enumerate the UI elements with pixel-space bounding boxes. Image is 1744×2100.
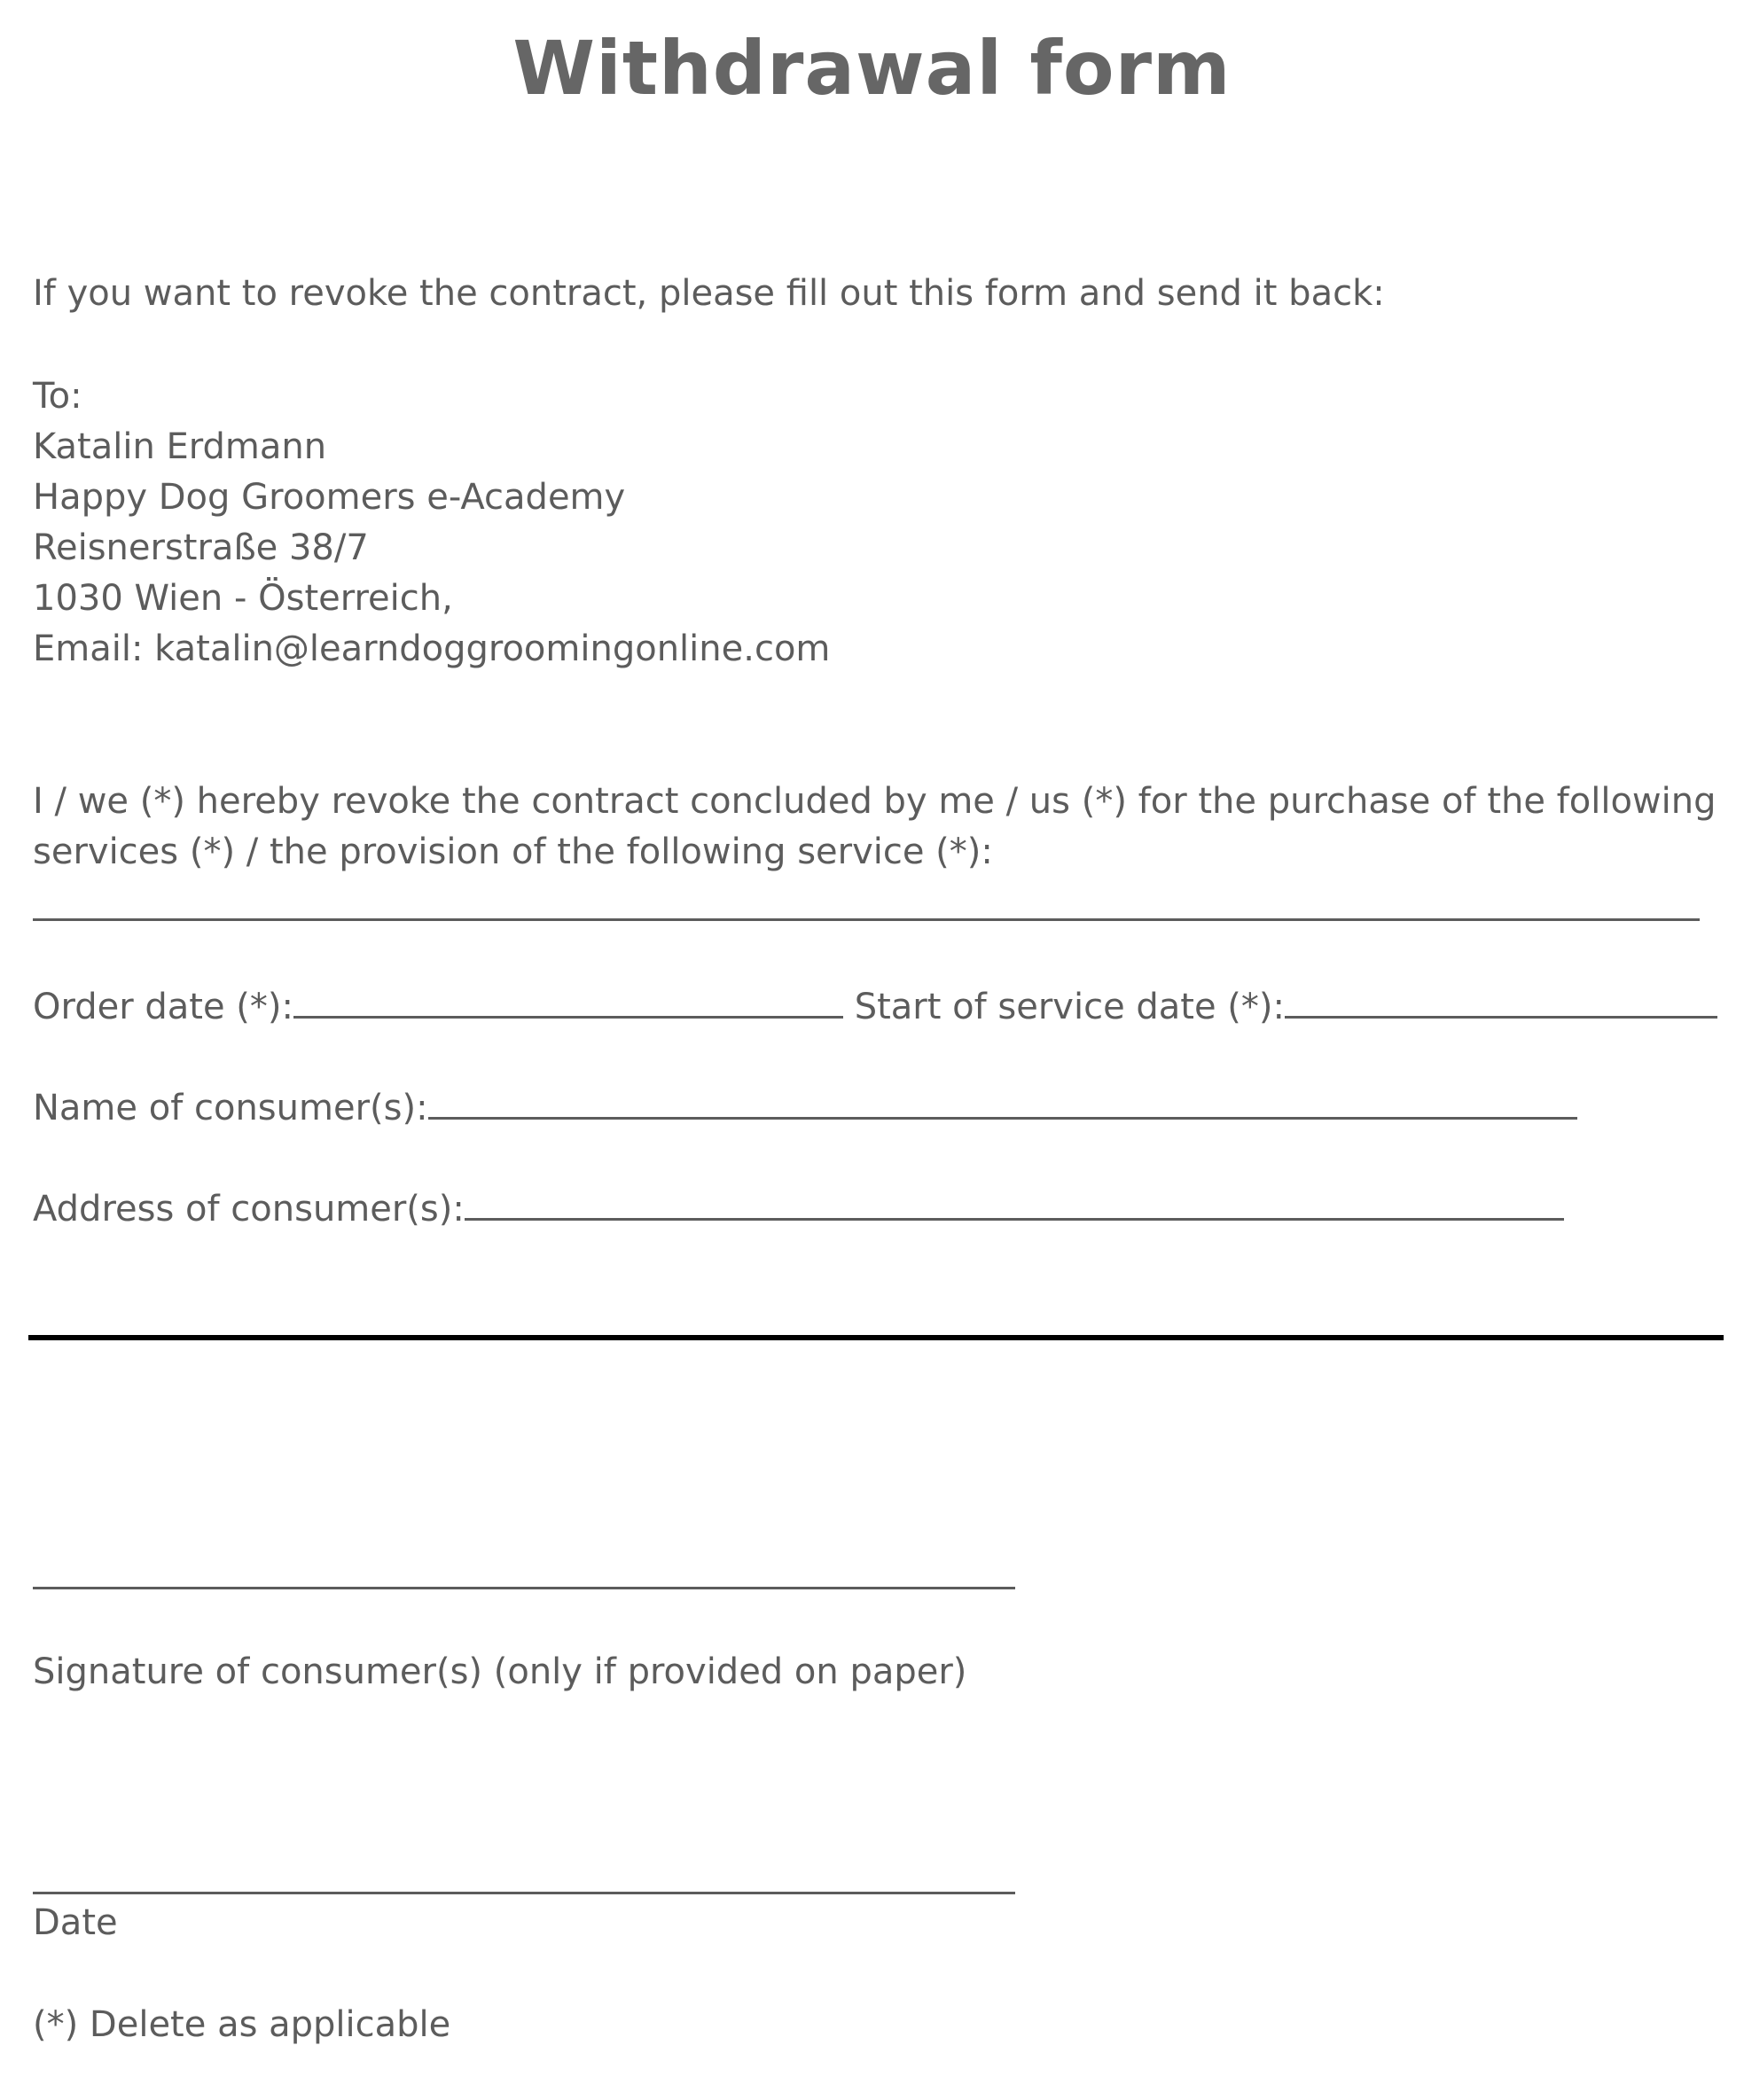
order-date-label: Order date (*): — [33, 987, 293, 1027]
intro-text: If you want to revoke the contract, please fill out this form and send it back: — [33, 273, 1385, 314]
order-date-blank[interactable] — [293, 979, 843, 1019]
consumer-address-row — [33, 1181, 1564, 1235]
recipient-company: Happy Dog Groomers e-Academy — [33, 477, 626, 518]
start-date-label: Start of service date (*): — [854, 987, 1285, 1027]
date-blank-line[interactable] — [33, 1892, 1015, 1894]
consumer-address-label: Address of consumer(s): — [33, 1189, 465, 1230]
signature-blank-line[interactable] — [33, 1587, 1015, 1589]
footnote: (*) Delete as applicable — [33, 2004, 451, 2045]
services-blank-line[interactable] — [33, 918, 1700, 921]
recipient-city: 1030 Wien - Österreich, — [33, 578, 453, 619]
signature-label: Signature of consumer(s) (only if provided on paper) — [33, 1651, 967, 1692]
date-label: Date — [33, 1902, 118, 1943]
form-title: Withdrawal form — [512, 25, 1232, 112]
revocation-statement-line-1: I / we (*) hereby revoke the contract concluded by me / us (*) for the purchase of the following — [33, 781, 1717, 822]
recipient-to-label: To: — [33, 376, 82, 417]
consumer-name-blank[interactable] — [428, 1080, 1577, 1120]
revocation-statement-line-2: services (*) / the provision of the following service (*): — [33, 831, 993, 872]
start-date-blank[interactable] — [1285, 979, 1717, 1019]
recipient-street: Reisnerstraße 38/7 — [33, 527, 369, 568]
consumer-name-label: Name of consumer(s): — [33, 1088, 428, 1128]
recipient-name: Katalin Erdmann — [33, 426, 327, 467]
order-date-row — [33, 979, 1717, 1033]
recipient-email: Email: katalin@learndoggroomingonline.com — [33, 628, 831, 669]
consumer-name-row — [33, 1080, 1577, 1134]
consumer-address-blank[interactable] — [465, 1181, 1564, 1221]
section-divider — [28, 1335, 1724, 1340]
